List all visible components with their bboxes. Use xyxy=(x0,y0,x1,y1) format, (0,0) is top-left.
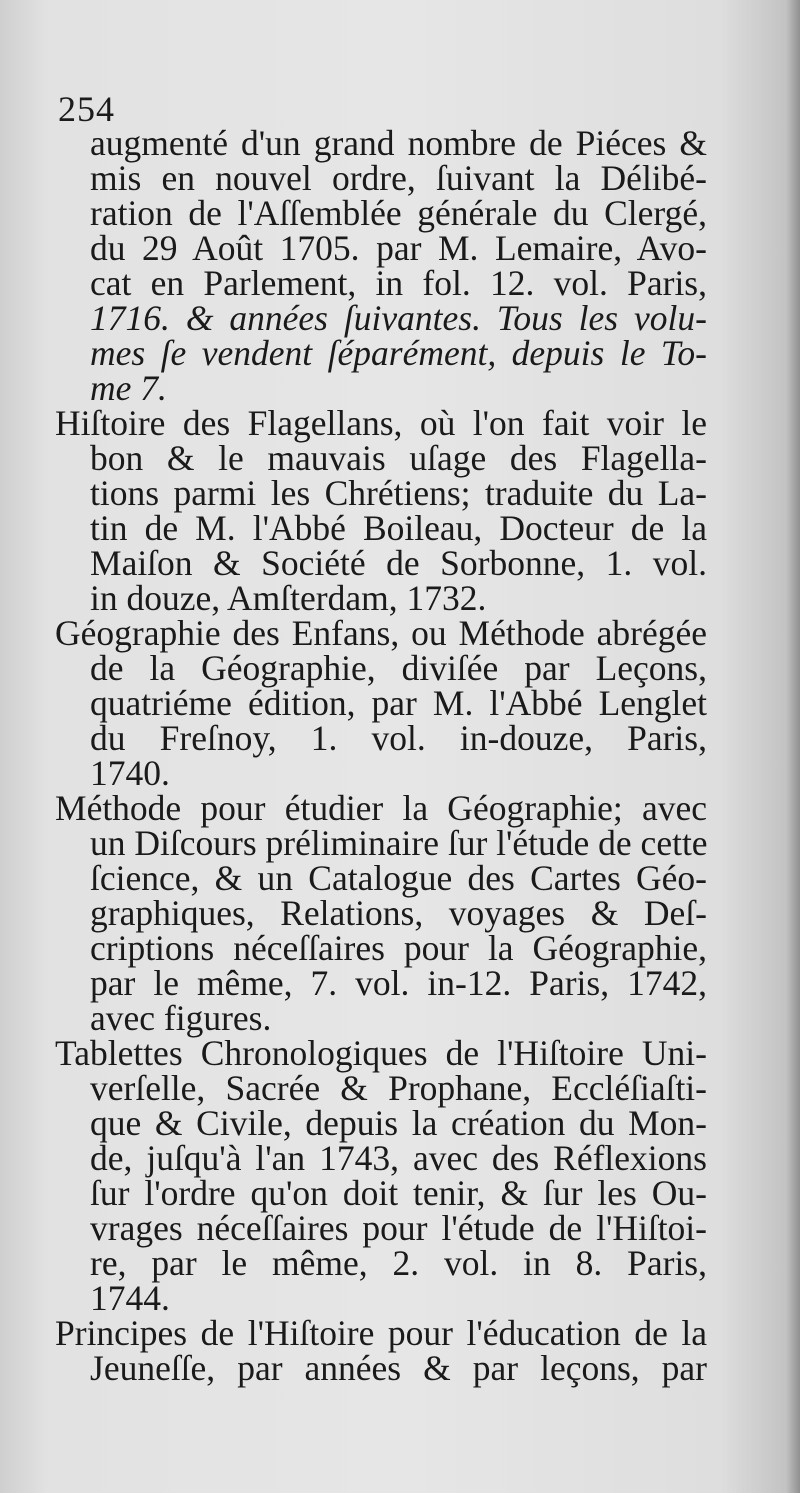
text-line: 1716. & années ſuivantes. Tous les volu- xyxy=(90,298,707,338)
text-line: 1740. xyxy=(90,753,170,793)
catalog-text xyxy=(55,123,708,1388)
text-line: augmenté d'un grand nombre de Piéces & xyxy=(90,123,707,163)
text-line: verſelle, Sacrée & Prophane, Eccléſiaſti- xyxy=(90,1068,707,1108)
text-line: Méthode pour étudier la Géographie; avec xyxy=(55,788,707,828)
text-line: bon & le mauvais uſage des Flagella- xyxy=(90,438,707,478)
text-line: Principes de l'Hiſtoire pour l'éducation de la xyxy=(55,1313,707,1353)
text-line: ſur l'ordre qu'on doit tenir, & ſur les Ou- xyxy=(90,1173,707,1213)
text-line: tions parmi les Chrétiens; traduite du La- xyxy=(90,473,707,513)
text-line: quatriéme édition, par M. l'Abbé Lenglet xyxy=(90,683,707,723)
page-edge-shadow xyxy=(786,0,800,1493)
text-line: mes ſe vendent ſéparément, depuis le To- xyxy=(90,333,707,373)
text-line: graphiques, Relations, voyages & Deſ- xyxy=(90,893,707,933)
text-line: re, par le même, 2. vol. in 8. Paris, xyxy=(90,1243,707,1283)
text-line: avec figures. xyxy=(90,998,272,1038)
text-line: in douze, Amſterdam, 1732. xyxy=(90,578,487,618)
text-line: de la Géographie, diviſée par Leçons, xyxy=(90,648,707,688)
text-line: 1744. xyxy=(90,1278,170,1318)
text-line: mis en nouvel ordre, ſuivant la Délibé- xyxy=(90,158,707,198)
text-line: du Freſnoy, 1. vol. in-douze, Paris, xyxy=(90,718,707,758)
text-line: Tablettes Chronologiques de l'Hiſtoire Uni- xyxy=(55,1033,707,1073)
text-line: Géographie des Enfans, ou Méthode abrégée xyxy=(55,613,707,653)
text-line: par le même, 7. vol. in-12. Paris, 1742, xyxy=(90,963,707,1003)
text-line: ſcience, & un Catalogue des Cartes Géo- xyxy=(90,858,707,898)
text-line: me 7. xyxy=(90,368,167,408)
text-line: tin de M. l'Abbé Boileau, Docteur de la xyxy=(90,508,707,548)
text-line: Jeuneſſe, par années & par leçons, par xyxy=(90,1348,707,1388)
text-line: ration de l'Aſſemblée générale du Clergé, xyxy=(90,193,707,233)
text-line: Maiſon & Société de Sorbonne, 1. vol. xyxy=(90,543,707,583)
text-line: du 29 Août 1705. par M. Lemaire, Avo- xyxy=(90,228,707,268)
text-line: de, juſqu'à l'an 1743, avec des Réflexions xyxy=(90,1138,707,1178)
text-line: un Diſcours préliminaire ſur l'étude de cette xyxy=(90,823,708,863)
text-line: cat en Parlement, in fol. 12. vol. Paris, xyxy=(90,263,707,303)
page-number: 254 xyxy=(58,89,115,129)
text-line: vrages néceſſaires pour l'étude de l'Hiſtoi- xyxy=(90,1208,707,1248)
text-line: Hiſtoire des Flagellans, où l'on fait voir le xyxy=(55,403,707,443)
text-line: criptions néceſſaires pour la Géographie, xyxy=(90,928,707,968)
text-line: que & Civile, depuis la création du Mon- xyxy=(90,1103,707,1143)
